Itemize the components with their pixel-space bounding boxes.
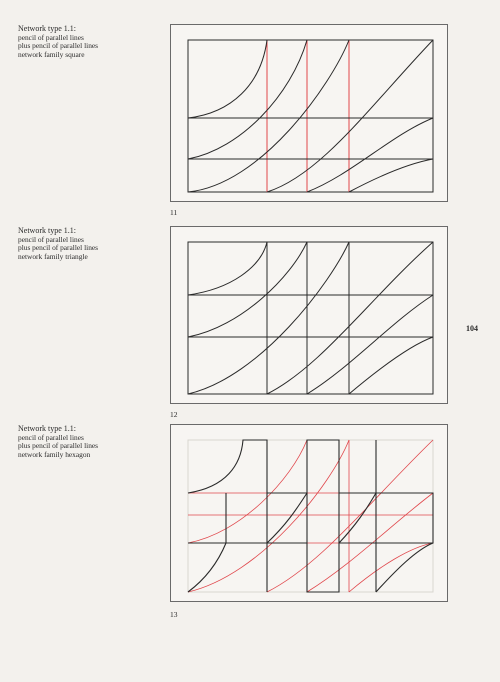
curve	[188, 242, 267, 295]
curve	[307, 295, 433, 394]
caption-title: Network type 1.1:	[18, 226, 76, 235]
caption-line: plus pencil of parallel lines	[18, 243, 99, 253]
curve	[188, 40, 267, 118]
curve	[349, 159, 433, 192]
inner-frame	[188, 242, 433, 394]
red-construction-lines	[188, 440, 433, 592]
curve	[188, 40, 349, 192]
caption-line: pencil of parallel lines	[18, 234, 84, 244]
page-number: 104	[466, 324, 478, 333]
curve	[188, 40, 307, 159]
inner-frame	[188, 40, 433, 192]
caption-line: network family hexagon	[18, 449, 91, 459]
caption-line: network family square	[18, 49, 85, 59]
figure-11-drawing	[171, 25, 449, 203]
figure-12-drawing	[171, 227, 449, 405]
black-hexagon-network	[188, 440, 433, 592]
caption-title: Network type 1.1:	[18, 24, 76, 33]
caption-line: pencil of parallel lines	[18, 32, 84, 42]
figure-13-caption	[18, 425, 168, 459]
caption-line: network family triangle	[18, 251, 88, 261]
figure-number: 12	[170, 410, 178, 419]
curve	[188, 242, 307, 337]
figure-13-hexagon-network	[170, 424, 448, 602]
caption-title: Network type 1.1:	[18, 424, 76, 433]
figure-12-caption	[18, 227, 168, 261]
caption-line: plus pencil of parallel lines	[18, 41, 99, 51]
caption-line: plus pencil of parallel lines	[18, 441, 99, 451]
figure-11-caption	[18, 25, 168, 59]
curve	[188, 242, 349, 394]
figure-11-square-network	[170, 24, 448, 202]
curve	[267, 242, 433, 394]
figure-13-drawing	[171, 425, 449, 603]
figure-number: 13	[170, 610, 178, 619]
figure-number: 11	[170, 208, 178, 217]
inner-frame	[188, 440, 433, 592]
curve	[349, 337, 433, 394]
figure-12-triangle-network	[170, 226, 448, 404]
caption-line: pencil of parallel lines	[18, 432, 84, 442]
